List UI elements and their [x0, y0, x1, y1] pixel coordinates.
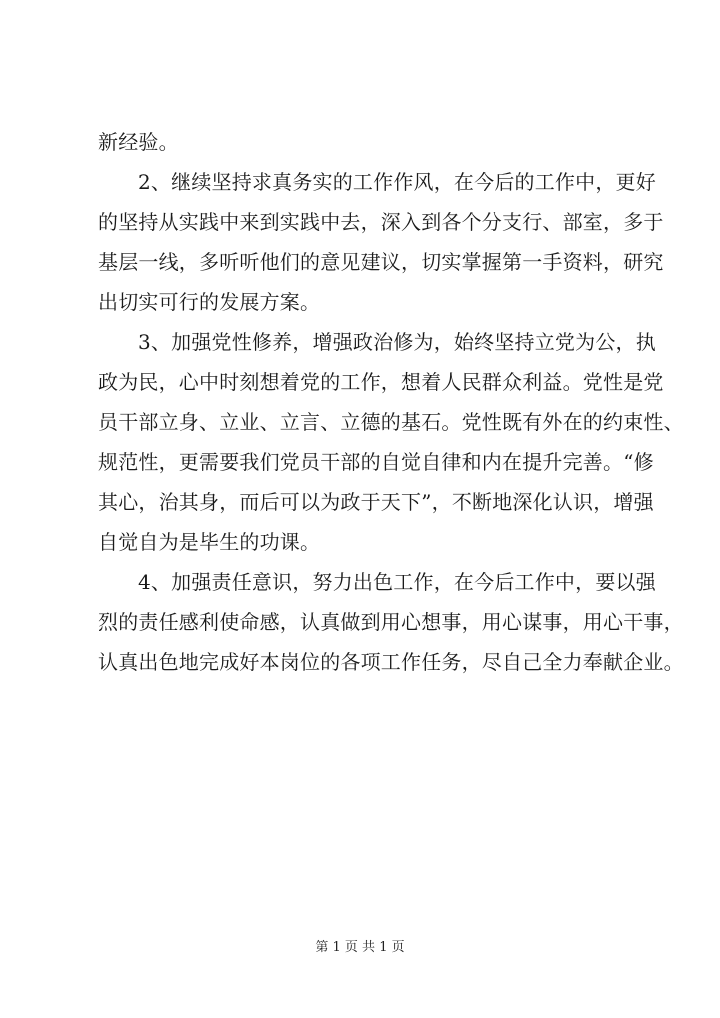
page-number-footer: 第 1 页 共 1 页: [315, 940, 405, 955]
text-line: 认真出色地完成好本岗位的各项工作任务，尽自己全力奉献企业。: [98, 650, 684, 674]
document-body: [98, 122, 684, 682]
text-line: 基层一线，多听听他们的意见建议，切实掌握第一手资料，研究: [98, 250, 664, 274]
text-line: 出切实可行的发展方案。: [98, 290, 321, 314]
text-line: 自觉自为是毕生的功课。: [98, 530, 321, 554]
paragraph-4-start: 4、加强责任意识，努力出色工作，在今后工作中，要以强: [138, 570, 656, 594]
text-line: 员干部立身、立业、立言、立德的基石。党性既有外在的约束性、: [98, 410, 684, 434]
text-line: 规范性，更需要我们党员干部的自觉自律和内在提升完善。“修: [98, 450, 654, 474]
text-line: 烈的责任感利使命感，认真做到用心想事，用心谋事，用心干事，: [98, 610, 684, 634]
text-line: 其心，治其身，而后可以为政于天下”，不断地深化认识，增强: [98, 490, 654, 514]
paragraph-2-start: 2、继续坚持求真务实的工作作风，在今后的工作中，更好: [138, 170, 656, 194]
text-line: 政为民，心中时刻想着党的工作，想着人民群众利益。党性是党: [98, 370, 664, 394]
text-line: 的坚持从实践中来到实践中去，深入到各个分支行、部室，多于: [98, 210, 664, 234]
text-line: 新经验。: [98, 130, 179, 154]
paragraph-3-start: 3、加强党性修养，增强政治修为，始终坚持立党为公，执: [138, 330, 656, 354]
